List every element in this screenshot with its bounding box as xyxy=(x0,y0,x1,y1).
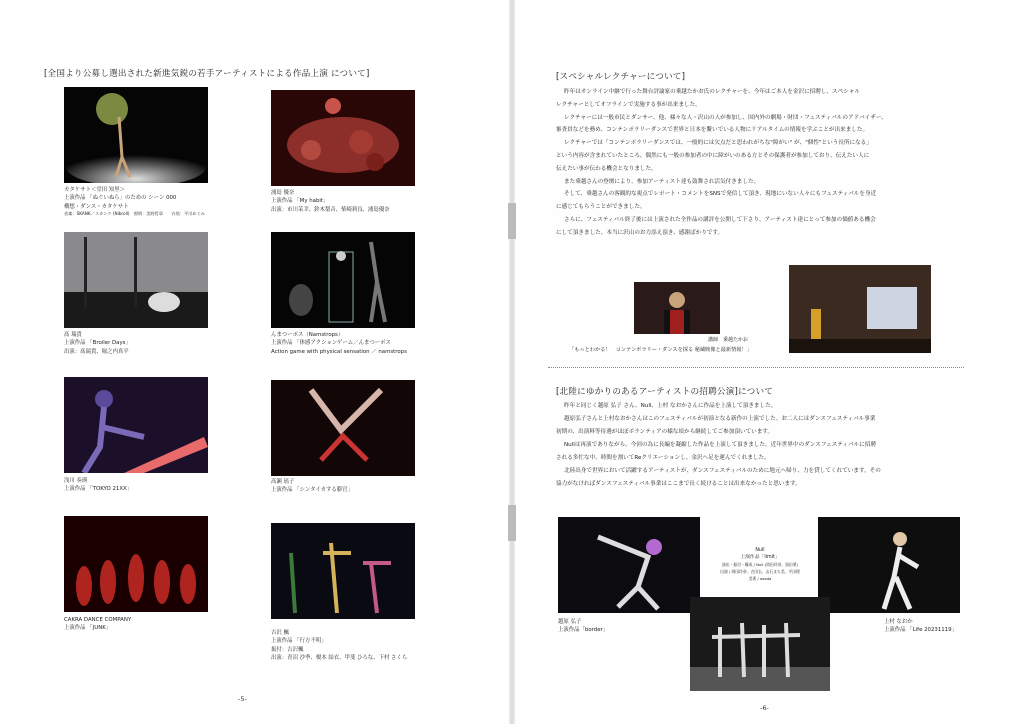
caption-work-8: 吉沢 楓 上演作品 「行方不明」 振付：吉沢楓 出演：青沼 沙季、榎本 結衣、甲斐 ひろな、下村 さくら xyxy=(271,630,408,662)
performance-photo-tokyo-21xx xyxy=(64,377,208,473)
performance-photo-my-habit xyxy=(271,90,415,186)
lecture-venue-photo xyxy=(789,265,931,353)
section-divider xyxy=(548,367,964,368)
page-number-right: -6- xyxy=(760,704,769,712)
invited-paragraph: 昨年と同じく越原 弘子 さん、Null、上村 なおかさんに作品を上演して頂きました。 越原弘子さんと上村なおかさんはこのフェスティバルが初演となる新作の上演でした。お二人にはダンスフェスティバル事業 初期の、出演料等待遇がほぼボランティアの様な頃から継続してご参加頂いています。 Nullは再演でありながら、今回の為に長編を凝縮した作品を上演して頂きました。近年世界中のダンスフェスティバルに招聘 される多忙な中、時間を割いてReクリエーションし、金沢へ足を運んでくれました。 北陸出身で世界において活躍するアーティストが、ダンスフェスティバルのために地元へ帰り、力を貸してくれています。その 協力がなければダンスフェスティバル事業はここまで長く続けることは出来なかったと思います。 xyxy=(556,403,881,487)
caption-work-1: カタケサト＜堂田 知里＞ 上演作品 「ぬぐいぬら」のための シーン 000 構想・ダンス・カタケサト 音楽：SKANK／スカンク (Nibroll) 照明：美野哲章 衣装：平川めぐみ xyxy=(64,187,205,217)
caption-work-7: CAKRA DANCE COMPANY 上演作品 「JUNK」 xyxy=(64,617,132,632)
performance-photo-border xyxy=(558,517,700,613)
caption-work-3: 髙 瑞貴 上演作品 「Broiler Days」 出演：髙瑞貴、堀之内真平 xyxy=(64,332,131,355)
lecture-paragraph: 昨年はオンライン中継で行った舞台評論家の乗越たかお氏のレクチャーを、今年はご本人を金沢に招聘し、スペシャル レクチャーとしてオフラインで実施する事が出来ました。 レクチャーには一般市民とダンサー、他、様々な人・沢山の人が参加し、国内外の劇場・財団・フェスティバルのアドバイザー、 審査員などを務め、コンテンポラリーダンスで世界と日本を繋いでいる人物にリアルタイムの情報を学ぶことが出来ました。 レクチャーでは「コンテンポラリーダンスでは、一般的には欠点だと思われがちな"障がい" が、"個性"という長所になる」 という内容が含まれていたところ、偶然にも一般の参加者の中に障がいのある方とその保護者が参加しており、伝えたい人に 伝えたい事が伝わる機会となりました。 また乗越さんの登壇により、参加アーティスト達も鼓舞され活気付きました。 そして、乗越さんの客観的な視点でレポート・コメントをSNSで発信して頂き、現地にいない人々にもフェスティバルを身近 に感じてもらうことができました。 さらに、フェスティバル終了後には上演された全作品の講評を公開して下さり、アーティスト達にとって参加の価値ある機会 にして頂きました。本当に沢山のお力添え頂き、感謝ばかりです。 xyxy=(556,89,887,236)
lecture-heading: [スペシャルレクチャーについて] xyxy=(556,72,686,82)
caption-work-4: んまつーポス（Namstrops） 上演作品 「体感アクションゲーム／んまつーポス Action game with physical sensation ／ namstrops xyxy=(271,332,407,355)
page-number-left: -5- xyxy=(238,695,247,703)
performance-photo-junk xyxy=(64,516,208,612)
performance-photo-namstrops xyxy=(271,232,415,328)
caption-work-6: 高瀬 瑶子 上演作品 「シンタイカする膨官」 xyxy=(271,479,353,494)
caption-null: Null 上演作品「limit」 演出・振付・構成 / Null (岡田玲奈、黒田勇) 出演 / 岡田玲奈、吉田圭、山石まち美、平田理 美術 / osada xyxy=(720,548,800,581)
staple-mark xyxy=(508,203,516,239)
performance-photo-broiler-days xyxy=(64,232,208,328)
lecturer-caption-title: 「もっとわかる！ コンテンポラリー・ダンスを探る 秘蔵映像と最新情報！」 xyxy=(569,347,752,353)
performance-photo-life xyxy=(818,517,960,613)
left-heading: [全国より公募し選出された新進気鋭の若手アーティストによる作品上演 について] xyxy=(44,69,370,79)
caption-work-5: 浅川 奏瑛 上演作品 「TOKYO 21XX」 xyxy=(64,478,133,493)
page-fold xyxy=(509,0,515,724)
performance-photo-limit xyxy=(690,597,830,691)
performance-photo-kataketo xyxy=(64,87,208,183)
caption-work-2: 浦島 優奈 上演作品 「My habit」 出演：市川茉幸、鈴木梨音、柴崎莉良、浦島優奈 xyxy=(271,190,390,213)
caption-uemura: 上村 なおか 上演作品 「Life 20231119」 xyxy=(884,619,957,634)
lecturer-photo xyxy=(634,282,720,334)
lecturer-caption-name: 講師 乗越たかお xyxy=(708,337,749,343)
performance-photo-shintaika xyxy=(271,380,415,476)
performance-photo-yukue-fumei xyxy=(271,523,415,619)
staple-mark xyxy=(508,505,516,541)
invited-heading: [北陸にゆかりのあるアーティストの招聘公演]について xyxy=(556,387,774,397)
caption-koshihara: 越原 弘子 上演作品「border」 xyxy=(558,619,609,634)
